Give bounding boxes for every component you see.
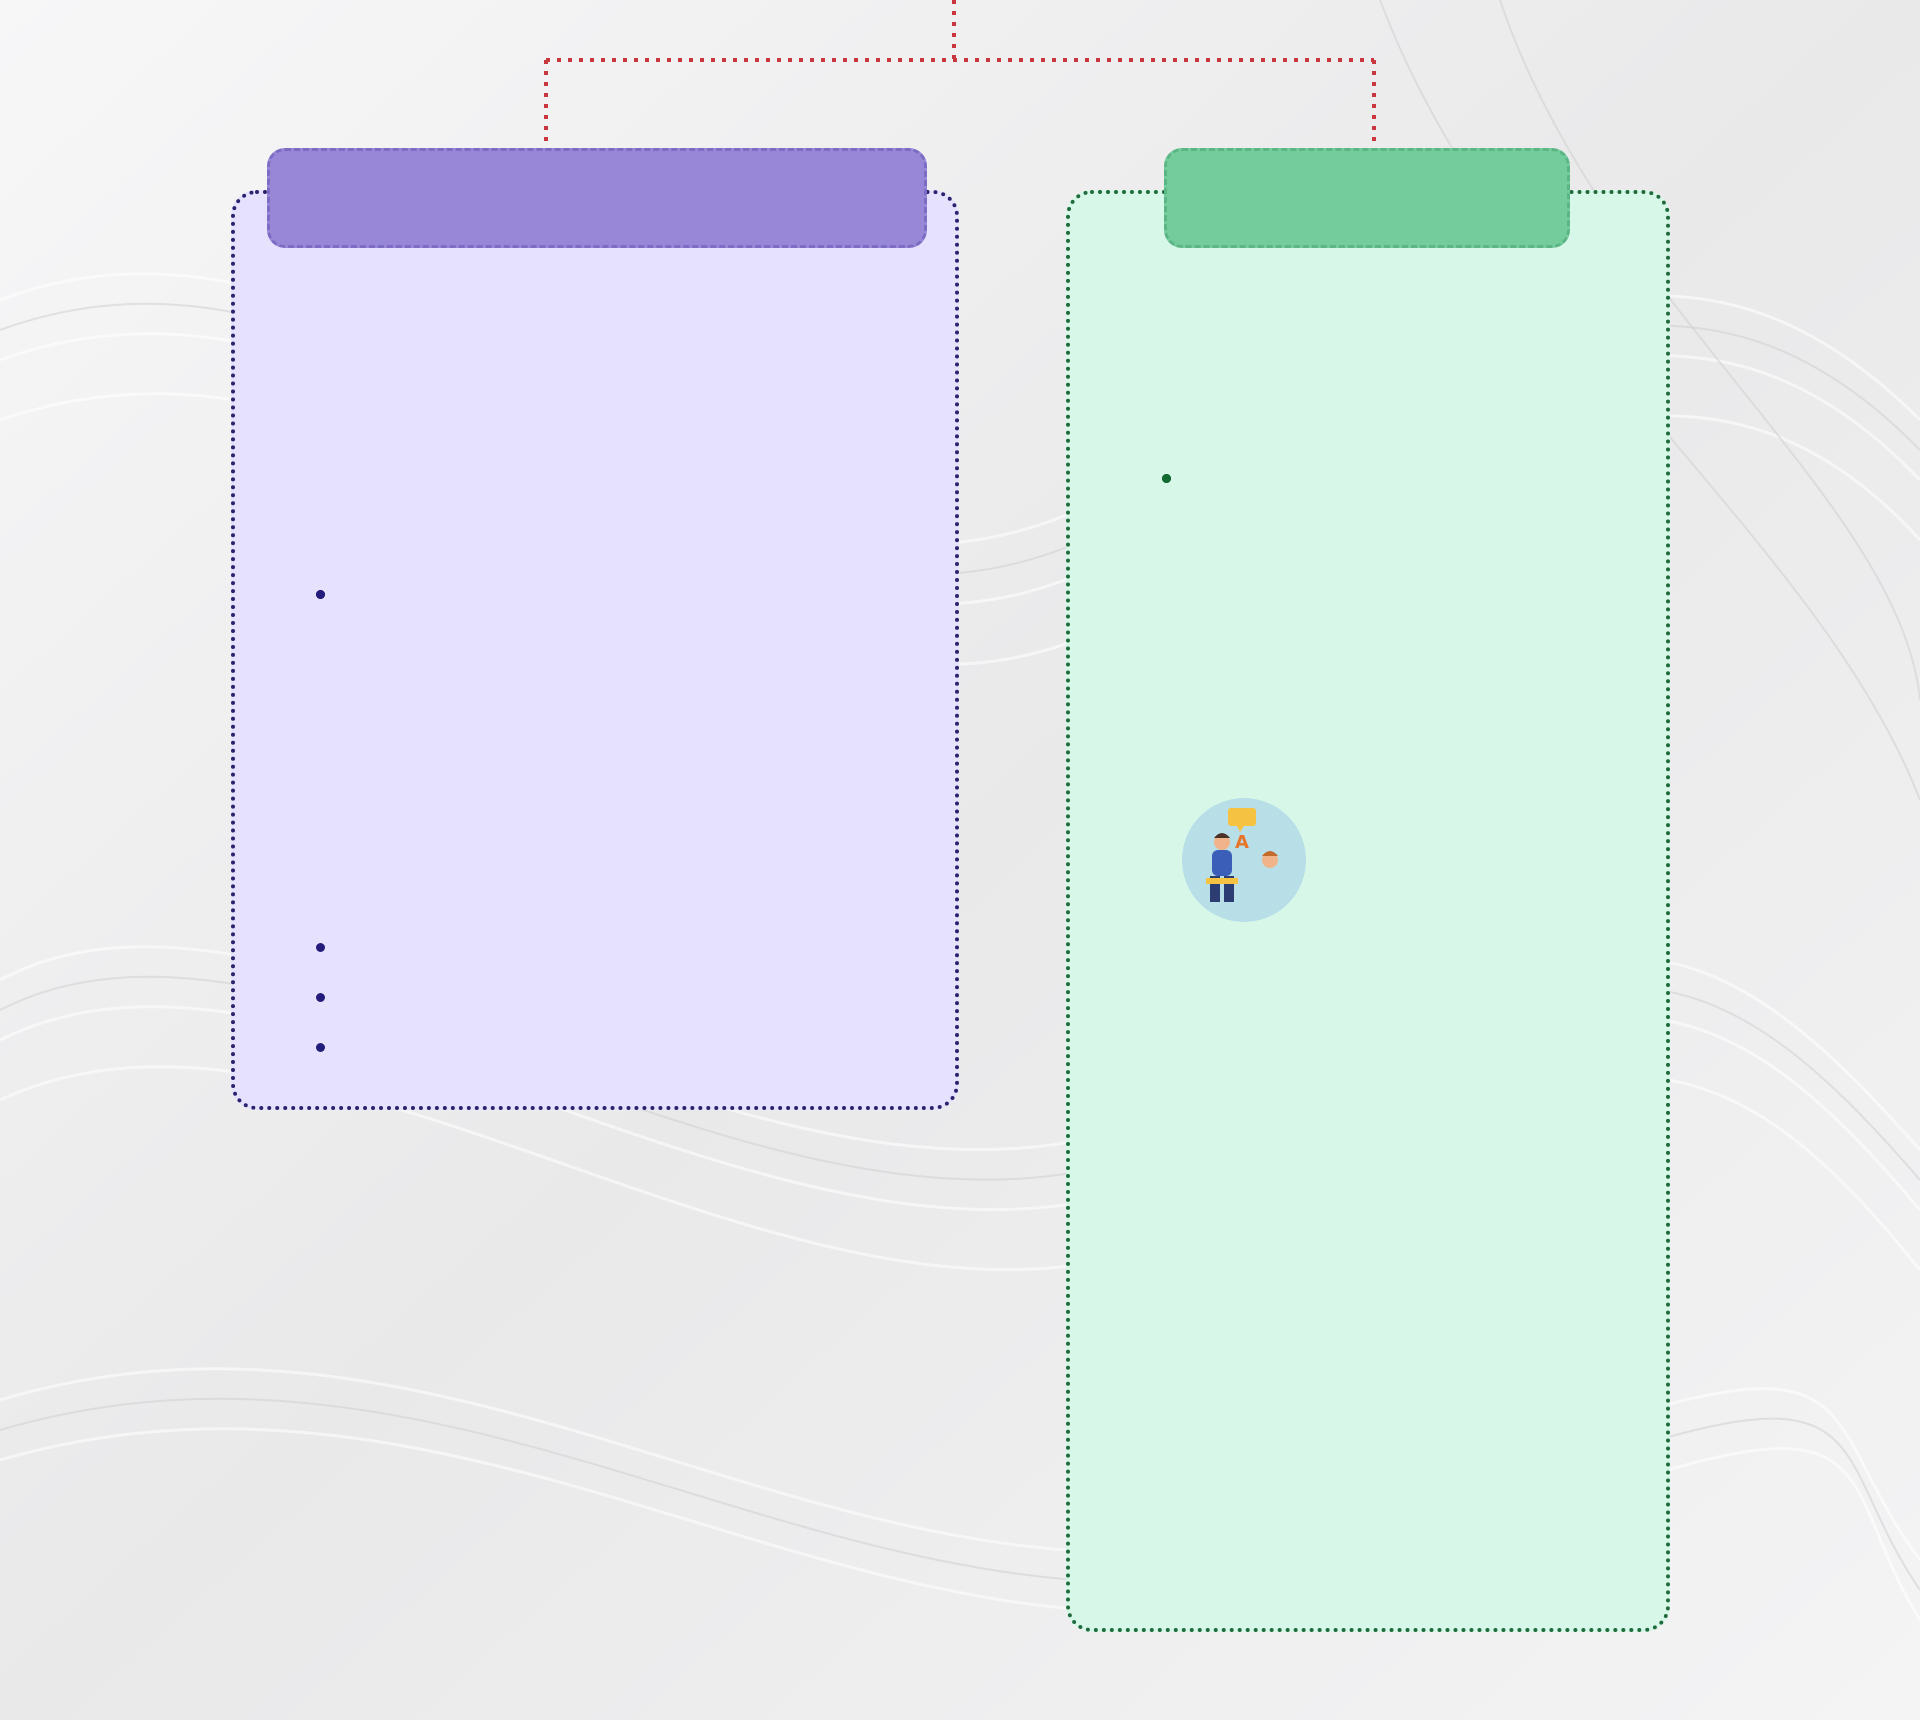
svg-text:A: A (1235, 832, 1249, 853)
connector-lines (0, 0, 1920, 160)
management-header (1164, 148, 1570, 248)
medical-examples-list (310, 872, 356, 1072)
speech-therapy-icon (1182, 798, 1306, 922)
speech-therapist-card (1139, 798, 1349, 922)
causes-header (267, 148, 927, 248)
